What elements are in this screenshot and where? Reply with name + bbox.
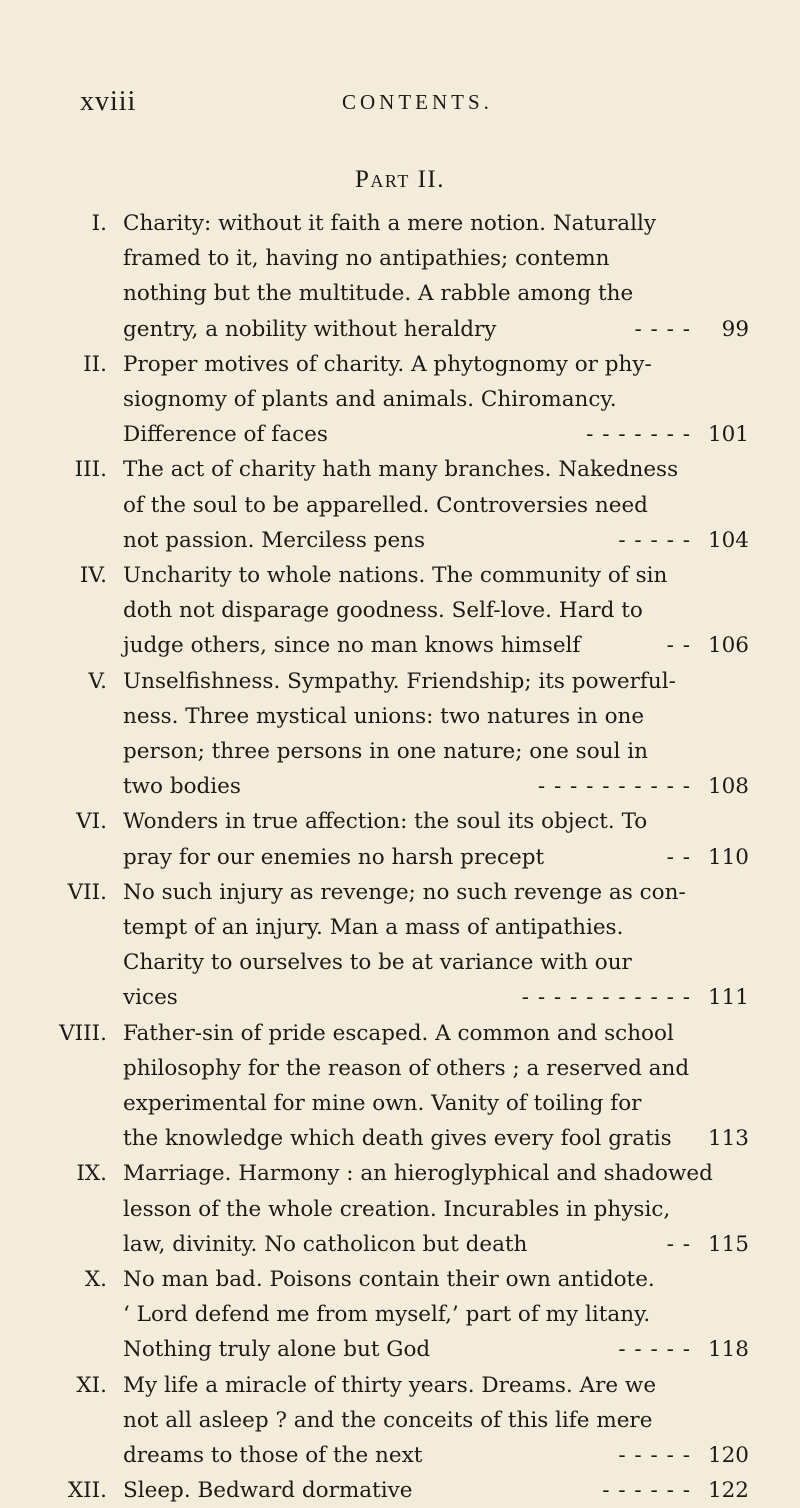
- dot-leader: - - - - - - - - - -: [537, 774, 691, 800]
- entry-text: [123, 347, 749, 453]
- entry-line: of the soul to be apparelled. Controversies need: [123, 492, 648, 518]
- section-number: III.: [74, 457, 107, 483]
- page-reference: 118: [707, 1337, 749, 1363]
- entry-line: No man bad. Poisons contain their own antidote.: [123, 1266, 655, 1292]
- entry-text: [123, 875, 749, 1016]
- section-number: IV.: [79, 562, 107, 588]
- dot-leader: - - - - - -: [602, 1478, 691, 1504]
- entry-line: nothing but the multitude. A rabble among the: [123, 281, 634, 307]
- dot-leader: - - - - - - -: [586, 422, 691, 448]
- entry-text: [123, 664, 749, 805]
- dot-leader: - - - - -: [618, 1337, 691, 1363]
- entry-line: Sleep. Bedward dormative: [123, 1478, 413, 1504]
- page-reference: 113: [707, 1126, 749, 1152]
- entry-line: Marriage. Harmony : an hieroglyphical and shadowed: [123, 1161, 713, 1187]
- entry-line: Proper motives of charity. A phytognomy or phy-: [123, 351, 652, 377]
- entry-line: Nothing truly alone but God: [123, 1337, 431, 1363]
- toc-entry: [0, 347, 800, 453]
- section-number: I.: [91, 211, 107, 236]
- section-number: XI.: [76, 1372, 107, 1398]
- entry-line: law, divinity. No catholicon but death: [123, 1231, 528, 1257]
- dot-leader: - - - - -: [618, 1442, 691, 1468]
- entry-line: Charity to ourselves to be at variance with our: [123, 950, 632, 976]
- entry-line: gentry, a nobility without heraldry: [123, 316, 497, 342]
- entry-line: Difference of faces: [123, 422, 328, 448]
- toc-entry: [0, 1473, 800, 1508]
- entry-last-line: [123, 840, 749, 875]
- entry-line: The act of charity hath many branches. Nakedness: [123, 457, 679, 483]
- toc-entry: [0, 558, 800, 664]
- entry-line: philosophy for the reason of others ; a reserved and: [123, 1055, 690, 1081]
- entry-line: My life a miracle of thirty years. Dreams. Are we: [123, 1372, 657, 1398]
- entry-line: Wonders in true affection: the soul its object. To: [123, 809, 648, 835]
- entry-last-line: [123, 980, 749, 1015]
- dot-leader: - -: [666, 633, 691, 659]
- entry-line: judge others, since no man knows himself: [123, 633, 581, 659]
- entry-text: [123, 1016, 749, 1157]
- entry-last-line: [123, 1332, 749, 1367]
- dot-leader: - -: [666, 844, 691, 870]
- entry-line: ‘ Lord defend me from myself,’ part of my litany.: [123, 1302, 651, 1328]
- entry-line: Charity: without it faith a mere notion. Naturally: [123, 211, 656, 236]
- entry-last-line: [123, 523, 749, 558]
- page-reference: 111: [707, 985, 749, 1011]
- page-reference: 122: [707, 1478, 749, 1504]
- entry-line: vices: [123, 985, 178, 1011]
- running-title: CONTENTS.: [342, 90, 493, 114]
- entry-text: [123, 558, 749, 664]
- section-number: VIII.: [59, 1020, 107, 1046]
- running-head: [80, 86, 740, 126]
- entry-line: not passion. Merciless pens: [123, 527, 426, 553]
- page-number: xviii: [80, 86, 137, 117]
- entry-line: No such injury as revenge; no such revenge as con-: [123, 879, 686, 905]
- entry-last-line: [123, 312, 749, 347]
- entry-line: tempt of an injury. Man a mass of antipathies.: [123, 914, 624, 940]
- entry-line: not all asleep ? and the conceits of this life mere: [123, 1407, 653, 1433]
- entry-line: doth not disparage goodness. Self-love. Hard to: [123, 598, 643, 624]
- entry-text: [123, 1368, 749, 1474]
- toc-entry: [0, 664, 800, 805]
- table-of-contents: [0, 206, 800, 1508]
- section-number: XII.: [67, 1478, 107, 1504]
- toc-entry: [0, 1016, 800, 1157]
- entry-line: lesson of the whole creation. Incurables in physic,: [123, 1196, 671, 1222]
- dot-leader: - - - -: [634, 316, 691, 342]
- entry-last-line: [123, 1438, 749, 1473]
- entry-line: the knowledge which death gives every fool gratis: [123, 1126, 672, 1152]
- entry-line: Unselfishness. Sympathy. Friendship; its powerful-: [123, 668, 676, 694]
- entry-line: Uncharity to whole nations. The community of sin: [123, 562, 668, 588]
- entry-last-line: [123, 769, 749, 804]
- entry-last-line: [123, 1227, 749, 1262]
- dot-leader: - -: [666, 1231, 691, 1257]
- entry-last-line: [123, 1473, 749, 1508]
- entry-line: dreams to those of the next: [123, 1442, 423, 1468]
- entry-text: [123, 452, 749, 558]
- toc-entry: [0, 875, 800, 1016]
- toc-entry: [0, 452, 800, 558]
- toc-entry: [0, 1368, 800, 1474]
- entry-line: framed to it, having no antipathies; contemn: [123, 246, 610, 272]
- entry-line: pray for our enemies no harsh precept: [123, 844, 545, 870]
- entry-text: [123, 1156, 749, 1262]
- dot-leader: - - - - - - - - - - -: [521, 985, 691, 1011]
- section-number: V.: [88, 668, 107, 694]
- entry-text: [123, 206, 749, 347]
- entry-text: [123, 804, 749, 874]
- section-number: X.: [84, 1266, 107, 1292]
- entry-line: person; three persons in one nature; one soul in: [123, 738, 648, 764]
- toc-entry: [0, 1262, 800, 1368]
- entry-line: two bodies: [123, 774, 241, 800]
- page-reference: 108: [707, 774, 749, 800]
- page-reference: 120: [707, 1442, 749, 1468]
- page-reference: 101: [707, 422, 749, 448]
- entry-text: [123, 1262, 749, 1368]
- section-number: VI.: [76, 809, 107, 835]
- entry-last-line: [123, 628, 749, 663]
- page-reference: 110: [707, 844, 749, 870]
- entry-last-line: [123, 417, 749, 452]
- page-reference: 99: [721, 316, 749, 342]
- entry-line: ness. Three mystical unions: two natures in one: [123, 703, 645, 729]
- entry-line: Father-sin of pride escaped. A common and school: [123, 1020, 674, 1046]
- entry-text: [123, 1473, 749, 1508]
- page-reference: 104: [707, 527, 749, 553]
- section-number: VII.: [67, 879, 107, 905]
- entry-line: siognomy of plants and animals. Chiromancy.: [123, 386, 617, 412]
- entry-line: experimental for mine own. Vanity of toiling for: [123, 1090, 642, 1116]
- section-number: II.: [83, 351, 107, 377]
- section-number: IX.: [76, 1161, 107, 1187]
- page-reference: 106: [707, 633, 749, 659]
- toc-entry: [0, 206, 800, 347]
- page-reference: 115: [707, 1231, 749, 1257]
- entry-last-line: [123, 1121, 749, 1156]
- dot-leader: - - - - -: [618, 527, 691, 553]
- part-heading: Part II.: [355, 166, 445, 193]
- toc-entry: [0, 804, 800, 874]
- toc-entry: [0, 1156, 800, 1262]
